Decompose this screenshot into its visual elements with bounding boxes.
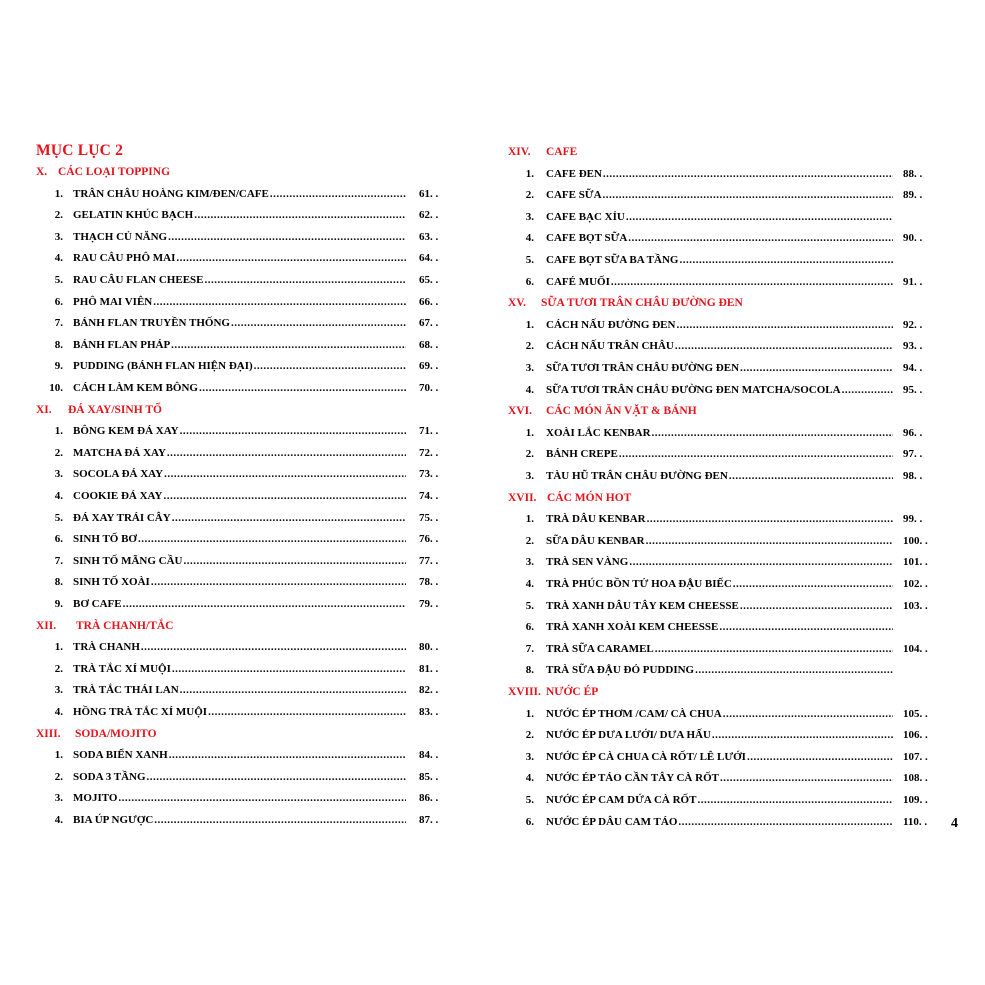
dot-leader [628,232,893,244]
entry-page: 73. . [419,468,439,481]
dot-leader [712,729,893,741]
toc-entry[interactable] [0,448,985,464]
entry-number: 8. [54,576,63,589]
dot-leader [647,513,893,525]
entry-label: SỮA TƯƠI TRÂN CHÂU ĐƯỜNG ĐEN [546,362,740,374]
entry-number: 7. [54,317,63,330]
section-number: XVIII. [508,686,541,698]
toc-entry[interactable] [0,168,985,184]
entry-label: TRÀ SEN VÀNG [546,556,629,569]
entry-label: BÔNG KEM ĐÁ XAY [73,425,179,438]
entry-number: 1. [54,187,63,200]
dot-leader [719,621,893,633]
entry-page: 94. . [903,362,923,374]
entry-page: 81. . [419,662,439,675]
entry-page: 91. . [903,275,923,288]
dot-leader [652,427,893,439]
entry-page: 103. . [903,599,928,612]
entry-page: 107. . [903,750,928,763]
section-heading [508,146,578,158]
entry-page: 90. . [903,232,923,245]
dot-leader [646,535,893,547]
entry-number: 2. [54,662,63,675]
toc-entry[interactable] [0,729,985,745]
entry-page: 104. . [903,642,928,655]
toc-entry[interactable] [0,362,985,378]
section-heading [508,686,599,698]
toc-entry[interactable] [0,684,985,700]
dot-leader [626,211,893,223]
entry-label: BƠ CAFE [73,598,122,610]
dot-leader [695,664,893,676]
section-title: SODA/MOJITO [75,727,157,740]
entry-label: TRÀ SỮA ĐẬU ĐỎ PUDDING [546,664,695,677]
section-number: X. [36,166,48,178]
entry-number: 6. [525,815,534,828]
entry-number: 3. [525,362,534,374]
entry-number: 5. [525,794,534,806]
entry-number: 3. [525,210,534,223]
section-title: NƯỚC ÉP [546,686,599,698]
entry-page: 108. . [903,772,928,785]
dot-leader [675,340,893,352]
entry-page: 110. . [903,815,928,828]
section-number: XIII. [36,727,61,740]
entry-page: 98. . [903,470,923,482]
entry-number: 6. [525,621,534,634]
entry-number: 9. [54,360,63,373]
entry-page: 97. . [903,448,923,461]
entry-label: SINH TỐ XOÀI [73,576,150,589]
toc-entry[interactable] [0,384,985,400]
dot-leader [629,556,893,568]
entry-page: 85. . [419,770,439,783]
entry-number: 1. [525,318,534,331]
entry-label: BÁNH FLAN PHÁP [73,338,171,351]
entry-page: 88. . [903,167,923,180]
entry-number: 3. [525,750,534,763]
entry-page: 92. . [903,318,923,331]
entry-page: 67. . [419,317,439,330]
entry-number: 4. [54,706,63,718]
entry-label: NƯỚC ÉP CAM DỨA CÀ RỐT [546,794,697,806]
toc-entry[interactable] [0,296,985,312]
entry-number: 1. [525,426,534,439]
entry-label: THẠCH CỦ NĂNG [73,230,168,243]
entry-number: 1. [54,749,63,762]
dot-leader [733,578,893,590]
entry-page: 76. . [419,533,439,546]
entry-page: 93. . [903,340,923,353]
entry-label: CAFE BẠC XỈU [546,210,625,223]
page-title: MỤC LỤC 2 [36,142,124,159]
entry-label: SINH TỐ MÃNG CẦU [73,554,183,567]
entry-label: CÁCH LÀM KEM BÔNG [73,382,198,394]
entry-number: 2. [54,209,63,222]
entry-number: 3. [525,556,534,569]
entry-number: 1. [525,167,534,180]
toc-entry[interactable] [0,427,985,443]
entry-page: 68. . [419,338,439,351]
section-number: XIV. [508,146,531,158]
entry-number: 6. [525,275,534,288]
entry-page: 66. . [419,295,439,308]
entry-label: SODA BIỂN XANH [73,749,168,762]
entry-label: TRÀ XANH XOÀI KEM CHEESSE [546,621,719,634]
entry-label: RAU CÂU FLAN CHEESE [73,274,204,286]
entry-page: 80. . [419,641,439,654]
toc-entry[interactable] [0,535,985,551]
entry-page: 78. . [419,576,439,589]
entry-label: ĐÁ XAY TRÁI CÂY [73,511,171,524]
entry-page: 105. . [903,707,928,720]
toc-entry[interactable] [0,772,985,788]
entry-number: 7. [54,554,63,567]
dot-leader [720,772,893,784]
entry-label: BIA ÚP NGƯỢC [73,814,154,826]
entry-label: CAFE BỌT SỮA BA TẦNG [546,254,679,266]
entry-page: 79. . [419,598,439,610]
entry-number: 3. [54,468,63,481]
entry-number: 4. [525,772,534,785]
entry-page: 61. . [419,187,439,200]
toc-entry[interactable] [0,490,985,506]
entry-number: 1. [525,707,534,720]
entry-label: TRÀ SỮA CARAMEL [546,642,654,655]
entry-label: COOKIE ĐÁ XAY [73,490,163,502]
entry-label: SỮA DÂU KENBAR [546,534,645,547]
entry-page: 65. . [419,274,439,286]
section-heading [36,403,162,416]
entry-label: NƯỚC ÉP THƠM /CAM/ CÀ CHUA [546,707,722,720]
entry-number: 10. [49,382,63,394]
entry-label: CÁCH NẤU ĐƯỜNG ĐEN [546,318,676,331]
entry-label: GELATIN KHÚC BẠCH [73,209,194,222]
entry-number: 2. [54,446,63,459]
entry-label: BÁNH CREPE [546,448,618,461]
entry-label: TRÂN CHÂU HOÀNG KIM/ĐEN/CAFE [73,187,269,200]
page-number: 4 [951,816,958,831]
section-number: XVI. [508,405,532,418]
section-title: CÁC MÓN HOT [547,491,632,504]
entry-page: 72. . [419,446,439,459]
entry-label: CAFÉ MUỐI [546,275,610,288]
entry-label: NƯỚC ÉP TÁO CẦN TÂY CÀ RỐT [546,772,719,785]
entry-page: 62. . [419,209,439,222]
entry-page: 87. . [419,814,439,826]
dot-leader [740,362,893,374]
section-heading [508,405,697,418]
entry-page: 84. . [419,749,439,762]
entry-number: 2. [525,340,534,353]
entry-number: 2. [525,189,534,202]
dot-leader [180,684,406,696]
toc-entry[interactable] [0,664,985,680]
entry-page: 99. . [903,513,923,526]
dot-leader [676,319,893,331]
entry-number: 2. [525,448,534,461]
dot-leader [747,751,893,763]
entry-page: 95. . [903,383,923,396]
entry-page: 75. . [419,511,439,524]
entry-number: 1. [54,425,63,438]
entry-page: 69. . [419,360,439,373]
entry-label: MOJITO [73,792,118,805]
entry-number: 6. [54,533,63,546]
toc-entry[interactable] [0,189,985,205]
dot-leader [679,254,893,266]
toc-entry[interactable] [0,600,985,616]
dot-leader [697,794,893,806]
entry-number: 8. [525,664,534,677]
entry-number: 5. [525,254,534,266]
entry-label: SODA 3 TẦNG [73,770,146,783]
section-number: XVII. [508,491,537,504]
entry-label: CAFE SỮA [546,189,602,202]
toc-entry[interactable] [0,578,985,594]
entry-number: 4. [525,578,534,590]
section-number: XII. [36,619,57,632]
entry-number: 3. [54,230,63,243]
section-number: XI. [36,403,52,416]
toc-entry[interactable] [0,513,985,529]
entry-number: 4. [54,814,63,826]
entry-label: PUDDING (BÁNH FLAN HIỆN ĐẠI) [73,360,253,373]
dot-leader [619,448,893,460]
entry-number: 3. [54,684,63,697]
entry-label: NƯỚC ÉP CÀ CHUA CÀ RỐT/ LÊ LƯỚI [546,750,746,763]
toc-entry[interactable] [0,621,985,637]
toc-entry[interactable] [0,470,985,486]
entry-label: CÁCH NẤU TRÂN CHÂU [546,340,674,353]
entry-page: 64. . [419,252,439,265]
entry-page: 86. . [419,792,439,805]
toc-entry[interactable] [0,708,985,724]
entry-label: BÁNH FLAN TRUYỀN THỐNG [73,317,230,330]
entry-label: TRÀ PHÚC BỒN TỬ HOA ĐẬU BIẾC [546,578,732,590]
entry-number: 2. [525,534,534,547]
dot-leader [163,490,406,502]
entry-page: 89. . [903,189,923,202]
dot-leader [842,384,893,396]
dot-leader [729,470,893,482]
entry-number: 6. [54,295,63,308]
toc-entry[interactable] [0,751,985,767]
entry-label: SỮA TƯƠI TRÂN CHÂU ĐƯỜNG ĐEN MATCHA/SOCOLA [546,383,841,396]
entry-page: 102. . [903,578,928,590]
entry-page: 71. . [419,425,439,438]
section-title: ĐÁ XAY/SINH TỐ [68,403,162,416]
entry-page: 82. . [419,684,439,697]
entry-number: 5. [54,511,63,524]
entry-page: 96. . [903,426,923,439]
entry-label: NƯỚC ÉP DƯA LƯỚI/ DƯA HẤU [546,729,711,742]
entry-number: 4. [54,490,63,502]
toc-entry[interactable] [0,794,985,810]
section-heading [508,297,743,310]
dot-leader [603,168,893,180]
entry-page: 101. . [903,556,928,569]
section-number: XV. [508,297,527,310]
entry-label: TÀU HŨ TRÂN CHÂU ĐƯỜNG ĐEN [546,470,728,482]
entry-label: TRÀ TẮC THÁI LAN [73,684,179,697]
entry-number: 5. [54,274,63,286]
entry-number: 8. [54,338,63,351]
entry-page: 106. . [903,729,928,742]
entry-page: 83. . [419,706,439,718]
toc-entry[interactable] [0,254,985,270]
section-title: TRÀ CHANH/TẮC [76,619,174,632]
entry-page: 70. . [419,382,439,394]
entry-number: 5. [525,599,534,612]
entry-label: TRÀ DÂU KENBAR [546,513,646,526]
section-title: SỮA TƯƠI TRÂN CHÂU ĐƯỜNG ĐEN [541,297,743,310]
entry-label: SOCOLA ĐÁ XAY [73,468,164,481]
dot-leader [611,276,893,288]
entry-number: 4. [525,383,534,396]
dot-leader [678,816,893,828]
section-title: CÁC LOẠI TOPPING [58,166,171,178]
toc-entry[interactable] [0,319,985,335]
entry-page: 74. . [419,490,439,502]
entry-page: 63. . [419,230,439,243]
section-title: CAFE [546,146,578,158]
section-heading [508,491,632,504]
entry-number: 2. [54,770,63,783]
entry-label: TRÀ XANH DÂU TÂY KEM CHEESSE [546,599,739,612]
entry-label: XOÀI LẮC KENBAR [546,426,651,439]
entry-label: TRÀ TẮC XÍ MUỘI [73,662,171,675]
entry-number: 7. [525,642,534,655]
dot-leader [740,600,893,612]
section-title: CÁC MÓN ĂN VẶT & BÁNH [546,405,697,418]
dot-leader [723,708,893,720]
entry-label: NƯỚC ÉP DÂU CAM TÁO [546,815,678,828]
entry-number: 1. [525,513,534,526]
toc-entry[interactable] [0,556,985,572]
entry-label: TRÀ CHANH [73,641,140,654]
entry-page: 109. . [903,794,928,806]
entry-number: 4. [54,252,63,265]
toc-entry[interactable] [0,211,985,227]
entry-label: CAFE ĐEN [546,167,602,180]
entry-number: 2. [525,729,534,742]
entry-label: MATCHA ĐÁ XAY [73,446,166,459]
entry-label: HỒNG TRÀ TẮC XÍ MUỘI [73,706,208,718]
entry-label: SINH TỐ BƠ [73,533,137,546]
entry-label: PHÔ MAI VIÊN [73,295,153,308]
dot-leader [603,189,893,201]
toc-entry[interactable] [0,232,985,248]
entry-label: CAFE BỌT SỮA [546,232,628,245]
entry-number: 1. [54,641,63,654]
entry-number: 4. [525,232,534,245]
toc-entry[interactable] [0,340,985,356]
entry-label: RAU CÂU PHÔ MAI [73,252,176,265]
entry-number: 3. [54,792,63,805]
entry-page: 100. . [903,534,928,547]
entry-number: 9. [54,598,63,610]
dot-leader [655,643,893,655]
toc-entry[interactable] [0,276,985,292]
dot-leader [153,296,406,308]
toc-entry[interactable] [0,816,985,832]
entry-number: 3. [525,470,534,482]
toc-entry[interactable] [0,643,985,659]
entry-page: 77. . [419,554,439,567]
